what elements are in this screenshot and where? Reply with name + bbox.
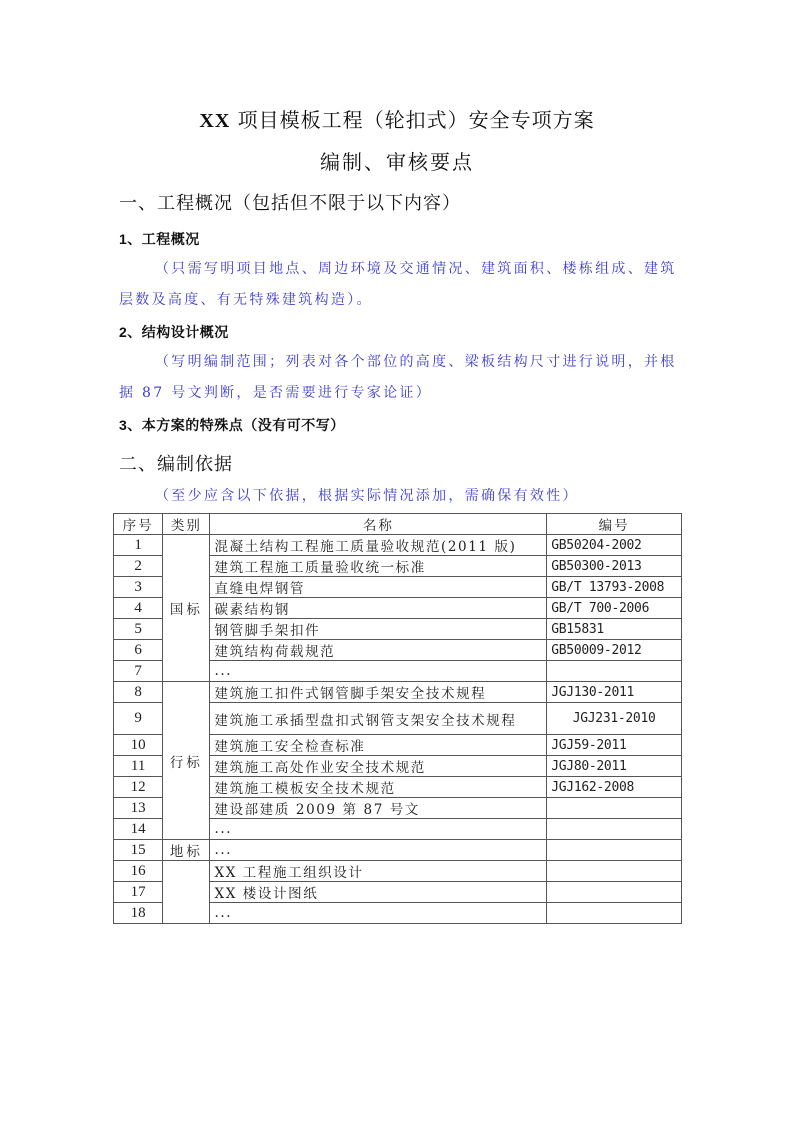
section1-item2-heading bbox=[119, 322, 229, 342]
header-name: 名称 bbox=[210, 514, 547, 535]
cell-code: JGJ59-2011 bbox=[547, 735, 682, 756]
cell-no: 9 bbox=[114, 703, 163, 735]
cell-name: 碳素结构钢 bbox=[210, 598, 547, 619]
table-row bbox=[114, 840, 682, 861]
cell-no: 17 bbox=[114, 882, 163, 903]
cell-name: 建筑施工扣件式钢管脚手架安全技术规程 bbox=[210, 682, 547, 703]
note-text: （只需写明项目地点、周边环境及交通情况、建筑面积、楼栋组成、建筑层数及高度、有无特殊建筑构造）。 bbox=[119, 261, 677, 308]
cell-name: 建筑施工模板安全技术规范 bbox=[210, 777, 547, 798]
cell-no: 14 bbox=[114, 819, 163, 840]
section2-heading: 二、编制依据 bbox=[119, 454, 233, 475]
cell-name: 直缝电焊钢管 bbox=[210, 577, 547, 598]
table-row bbox=[114, 682, 682, 703]
cell-name: ... bbox=[210, 840, 547, 861]
cell-no: 18 bbox=[114, 903, 163, 924]
cell-code bbox=[547, 798, 682, 819]
cell-name: ... bbox=[210, 661, 547, 682]
cell-code: JGJ162-2008 bbox=[547, 777, 682, 798]
table-row bbox=[114, 861, 682, 882]
section1-heading: 一、工程概况（包括但不限于以下内容） bbox=[119, 193, 461, 214]
title-main: 项目模板工程（轮扣式）安全专项方案 bbox=[230, 108, 595, 132]
table-row bbox=[114, 535, 682, 556]
section1-item1-note bbox=[119, 254, 679, 316]
cell-category-other bbox=[163, 861, 210, 924]
cell-no: 2 bbox=[114, 556, 163, 577]
cell-no: 15 bbox=[114, 840, 163, 861]
cell-code: JGJ130-2011 bbox=[547, 682, 682, 703]
cell-code: JGJ80-2011 bbox=[547, 756, 682, 777]
header-category: 类别 bbox=[163, 514, 210, 535]
cell-code: JGJ231-2010 bbox=[547, 703, 682, 735]
item-number: 2 bbox=[119, 324, 128, 340]
item-number: 1 bbox=[119, 231, 128, 247]
cell-name: 建筑施工高处作业安全技术规范 bbox=[210, 756, 547, 777]
cell-no: 8 bbox=[114, 682, 163, 703]
cell-no: 12 bbox=[114, 777, 163, 798]
document-title bbox=[0, 104, 794, 133]
cell-name: 建筑施工安全检查标准 bbox=[210, 735, 547, 756]
table-header-row bbox=[114, 514, 682, 535]
cell-no: 13 bbox=[114, 798, 163, 819]
cell-code bbox=[547, 661, 682, 682]
cell-code: GB15831 bbox=[547, 619, 682, 640]
cell-no: 1 bbox=[114, 535, 163, 556]
cell-category-national: 国标 bbox=[163, 535, 210, 682]
section1-item2-note bbox=[119, 347, 679, 409]
cell-name: 建筑施工承插型盘扣式钢管支架安全技术规程 bbox=[210, 703, 547, 735]
header-no: 序号 bbox=[114, 514, 163, 535]
cell-name: 钢管脚手架扣件 bbox=[210, 619, 547, 640]
cell-category-industry: 行标 bbox=[163, 682, 210, 840]
cell-code bbox=[547, 840, 682, 861]
cell-no: 10 bbox=[114, 735, 163, 756]
section1-item1-heading bbox=[119, 229, 200, 249]
cell-name: XX 工程施工组织设计 bbox=[210, 861, 547, 882]
cell-no: 16 bbox=[114, 861, 163, 882]
cell-name: 建筑工程施工质量验收统一标准 bbox=[210, 556, 547, 577]
cell-code bbox=[547, 861, 682, 882]
cell-code: GB50009-2012 bbox=[547, 640, 682, 661]
cell-no: 6 bbox=[114, 640, 163, 661]
cell-code bbox=[547, 882, 682, 903]
cell-code: GB/T 13793-2008 bbox=[547, 577, 682, 598]
item-label: 、结构设计概况 bbox=[127, 325, 229, 341]
item-label: 、工程概况 bbox=[127, 232, 200, 248]
cell-name: 建设部建质 2009 第 87 号文 bbox=[210, 798, 547, 819]
cell-no: 7 bbox=[114, 661, 163, 682]
cell-no: 3 bbox=[114, 577, 163, 598]
item-label: 、本方案的特殊点（没有可不写） bbox=[127, 418, 345, 434]
cell-code bbox=[547, 903, 682, 924]
cell-no: 5 bbox=[114, 619, 163, 640]
cell-name: XX 楼设计图纸 bbox=[210, 882, 547, 903]
cell-name: ... bbox=[210, 819, 547, 840]
section2-note: （至少应含以下依据，根据实际情况添加，需确保有效性） bbox=[155, 488, 579, 504]
header-code: 编号 bbox=[547, 514, 682, 535]
cell-no: 11 bbox=[114, 756, 163, 777]
cell-name: 混凝土结构工程施工质量验收规范(2011 版) bbox=[210, 535, 547, 556]
cell-code bbox=[547, 819, 682, 840]
references-table bbox=[113, 513, 682, 924]
cell-code: GB50204-2002 bbox=[547, 535, 682, 556]
note-text: （写明编制范围；列表对各个部位的高度、梁板结构尺寸进行说明，并根据 87 号文判断，是否需要进行专家论证） bbox=[119, 354, 677, 401]
cell-name: 建筑结构荷载规范 bbox=[210, 640, 547, 661]
cell-code: GB/T 700-2006 bbox=[547, 598, 682, 619]
cell-no: 4 bbox=[114, 598, 163, 619]
document-subtitle: 编制、审核要点 bbox=[320, 150, 474, 174]
item-number: 3 bbox=[119, 417, 128, 433]
cell-name: ... bbox=[210, 903, 547, 924]
cell-category-local: 地标 bbox=[163, 840, 210, 861]
cell-code: GB50300-2013 bbox=[547, 556, 682, 577]
title-prefix: XX bbox=[199, 110, 231, 132]
section1-item3-heading bbox=[119, 415, 345, 435]
